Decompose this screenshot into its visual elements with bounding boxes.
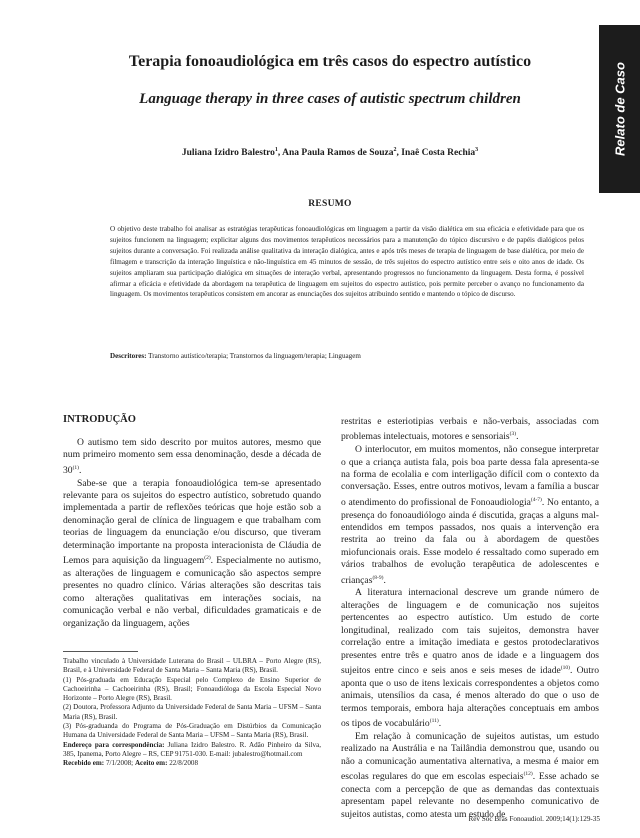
right-column-body <box>341 416 599 821</box>
correspondence-label: Endereço para correspondência: <box>63 740 165 749</box>
section-tab-label: Relato de Caso <box>612 62 627 156</box>
received-accepted <box>63 759 321 768</box>
intro-paragraph-1-text: O autismo tem sido descrito por muitos autores, mesmo que num primeiro momento sem essa denominação, desde a década de 30 <box>63 437 321 477</box>
footnote-affiliation-3: (3) Pós-graduanda do Programa de Pós-Graduação em Distúrbios da Comunicação Humana da Universidade Federal de Santa Maria – UFSM – Santa Maria (RS), Brasil. <box>63 722 321 740</box>
right-paragraph-2-text: O interlocutor, em muitos momentos, não consegue interpretar o que a criança autista fala, pois boa parte dessa fala apresenta-se na forma de ecolalia e com interligação difícil com o contexto da conversação. Esses, entre outros motivos, levam a família a buscar o atendimento do profissional de Fonoaudiologia <box>341 444 599 509</box>
footnotes <box>63 657 321 769</box>
citation-ref: (8-9) <box>372 574 384 581</box>
received-date: 7/1/2008; <box>105 759 134 768</box>
section-tab <box>599 25 640 193</box>
right-paragraph-3-end: . <box>438 718 442 730</box>
citation-ref: (11) <box>429 718 439 725</box>
left-column-body <box>63 437 321 630</box>
right-paragraph-4-continuation: . Esse achado se conecta com a percepção de que as demandas das contextuais apresentam papel relevante no desempenho comunicativo de sujeitos autistas, como atesta um estudo de <box>341 771 599 820</box>
journal-citation-footer: Rev Soc Bras Fonoaudiol. 2009;14(1):129-35 <box>468 815 600 823</box>
intro-paragraph-2-cont <box>341 416 599 444</box>
accepted-date: 22/8/2008 <box>169 759 198 768</box>
author-2: Ana Paula Ramos de Souza <box>282 148 394 159</box>
right-paragraph-1-end: . <box>516 431 519 443</box>
keywords <box>110 352 584 360</box>
article-title-portuguese: Terapia fonoaudiológica em três casos do espectro autístico <box>128 53 532 70</box>
intro-paragraph-4 <box>341 587 599 730</box>
author-2-affiliation-mark: 2 <box>393 147 397 153</box>
author-1: Juliana Izidro Balestro <box>181 148 275 159</box>
intro-paragraph-2 <box>63 478 321 631</box>
article-title-english: Language therapy in three cases of autistic spectrum children <box>139 91 521 107</box>
right-paragraph-3-text: A literatura internacional descreve um grande número de alterações de linguagem e de comunicação nos sujeitos pertencentes ao espectro autístico. Um estudo de corte longitudinal, realizado com tais sujeitos, demonstra haver correlação entre a imitação imediata e gestos protodeclarativos presentes entre três e quatro anos de idade e a linguagem dos sujeitos entre cinco e seis anos e seis meses de idade <box>341 587 599 677</box>
right-paragraph-3-continuation: . Outro aponta que o uso de itens lexicais correspondentes a objetos como animais, utensílios da casa, é menos alterado do que o uso de termos temporais, embora haja alterações conceptuais em ambos os tipos de vocabulário <box>341 665 599 730</box>
footnote-affiliation-1: (1) Pós-graduada em Educação Especial pelo Complexo de Ensino Superior de Cachoeirinha – Cachoeirinha (RS), Brasil; Fonoaudióloga da Escola Especial Novo Horizonte – Porto Alegre (RS), Brasil. <box>63 675 321 703</box>
citation-ref: (12) <box>523 771 533 778</box>
keywords-label: Descritores: <box>110 352 147 360</box>
footnote-rule <box>63 651 138 652</box>
introduction-heading: INTRODUÇÃO <box>63 414 136 425</box>
citation-ref: (2) <box>204 555 211 562</box>
keywords-text: Transtorno autístico/terapia; Transtornos da linguagem/terapia; Linguagem <box>148 352 361 360</box>
intro-paragraph-3 <box>341 444 599 587</box>
author-list: Juliana Izidro Balestro$^1$, Ana Paula Ramos de Souza$^2$, Inaê Costa Rechia$^3$ <box>181 147 479 159</box>
author-3: Inaê Costa Rechia <box>401 148 476 159</box>
abstract-text: O objetivo deste trabalho foi analisar as estratégias terapêuticas fonoaudiológicas em linguagem a partir da visão dialética em sua eficácia e efetividade para que os sujeitos funcionem na linguagem; explicitar alguns dos movimentos terapêuticos necessários para a manutenção do tópico discursivo e de papéis dialógicos pelos sujeitos durante a conversação. Foi realizada análise qualitativa da interação dialógica, antes e após três meses de terapia de linguagem de base dialética, por meio de filmagem e transcrição da interação linguística e não-linguística em 45 minutos de sessão, de três sujeitos do espectro autístico entre seis e oito anos de idade. Os sujeitos ampliaram sua participação dialógica em situações de interação verbal, apresentando progressos no funcionamento da linguagem. Desta forma, é possível afirmar a eficácia e efetividade da abordagem na terapêutica de linguagem em sujeitos do espectro autístico, pois permite perceber o avanço no funcionamento da linguagem. Os movimentos terapêuticos consistem em ancorar as enunciações dos sujeitos atribuindo sentido e mantendo o tópico de discurso. <box>110 225 584 299</box>
footnote-affiliation-2: (2) Doutora, Professora Adjunto da Universidade Federal de Santa Maria – UFSM – Santa Maria (RS), Brasil. <box>63 703 321 721</box>
received-label: Recebido em: <box>63 759 105 768</box>
citation-ref: (3) <box>509 431 517 438</box>
intro-paragraph-2-continuation: . Especialmente no autismo, as alterações de linguagem e comunicação são aspectos sempre presentes no quadro clínico. Várias alterações são descritas tais como alterações qualitativas em interações sociais, na comunicação verbal e não verbal, dificuldades gramaticais e de organização da linguagem, ações <box>63 555 322 629</box>
intro-paragraph-2-text: Sabe-se que a terapia fonoaudiológica tem-se apresentado relevante para os sujeitos do espectro autístico, sobretudo quando implementada a partir de reflexões teóricas que hoje estão sob a denominação geral de clínica de linguagem e que trabalham com teorias de linguagem da enunciação e/ou discurso, que tiveram determinação importante na proposta interacionista de Cláudia de Lemos para aquisição da linguagem <box>63 477 321 567</box>
intro-paragraph-1 <box>63 437 321 478</box>
right-paragraph-4-text: Em relação à comunicação de sujeitos autistas, um estudo realizado na Austrália e na Tailândia demonstrou que, usando ou não a comunicação aumentativa alternativa, a mesma é maior em escolas regulares do que em escolas especiais <box>341 730 599 783</box>
footnote-institution: Trabalho vinculado à Universidade Luterana do Brasil – ULBRA – Porto Alegre (RS), Brasil, e à Universidade Federal de Santa Maria – Santa Maria (RS), Brasil. <box>63 657 321 675</box>
correspondence <box>63 741 321 760</box>
author-1-affiliation-mark: 1 <box>274 147 278 153</box>
abstract-heading: RESUMO <box>308 199 352 209</box>
right-paragraph-1-text: restritas e esteriotipias verbais e não-verbais, associadas com problemas intelectuais, motores e sensoriais <box>341 416 599 443</box>
right-paragraph-2-end: . <box>383 575 386 586</box>
citation-ref: (10) <box>560 665 570 672</box>
citation-ref: (4-7) <box>530 496 542 503</box>
accepted-label: Aceito em: <box>134 759 168 768</box>
citation-ref: (1) <box>72 464 80 471</box>
intro-paragraph-1-end: . <box>79 465 82 477</box>
intro-paragraph-5 <box>341 731 599 821</box>
author-3-affiliation-mark: 3 <box>475 147 479 153</box>
right-paragraph-2-continuation: . No entanto, a presença do fonoaudiólogo ainda é discutida, graças a alguns mal-entendidos em tempos passados, nos quais a intervenção era restrita ao treino da fala ou à abordagem de questões miofuncionais orais. Esse modelo é ressaltado como superado em vários trabalhos de evolução terapêutica de adolescentes e crianças <box>341 497 599 586</box>
correspondence-text: Juliana Izidro Balestro. R. Adão Pinheiro da Silva, 385, Ipanema, Porto Alegre – RS, CEP 91751-030. E-mail: jubalestro@hotmail.com <box>63 740 321 758</box>
